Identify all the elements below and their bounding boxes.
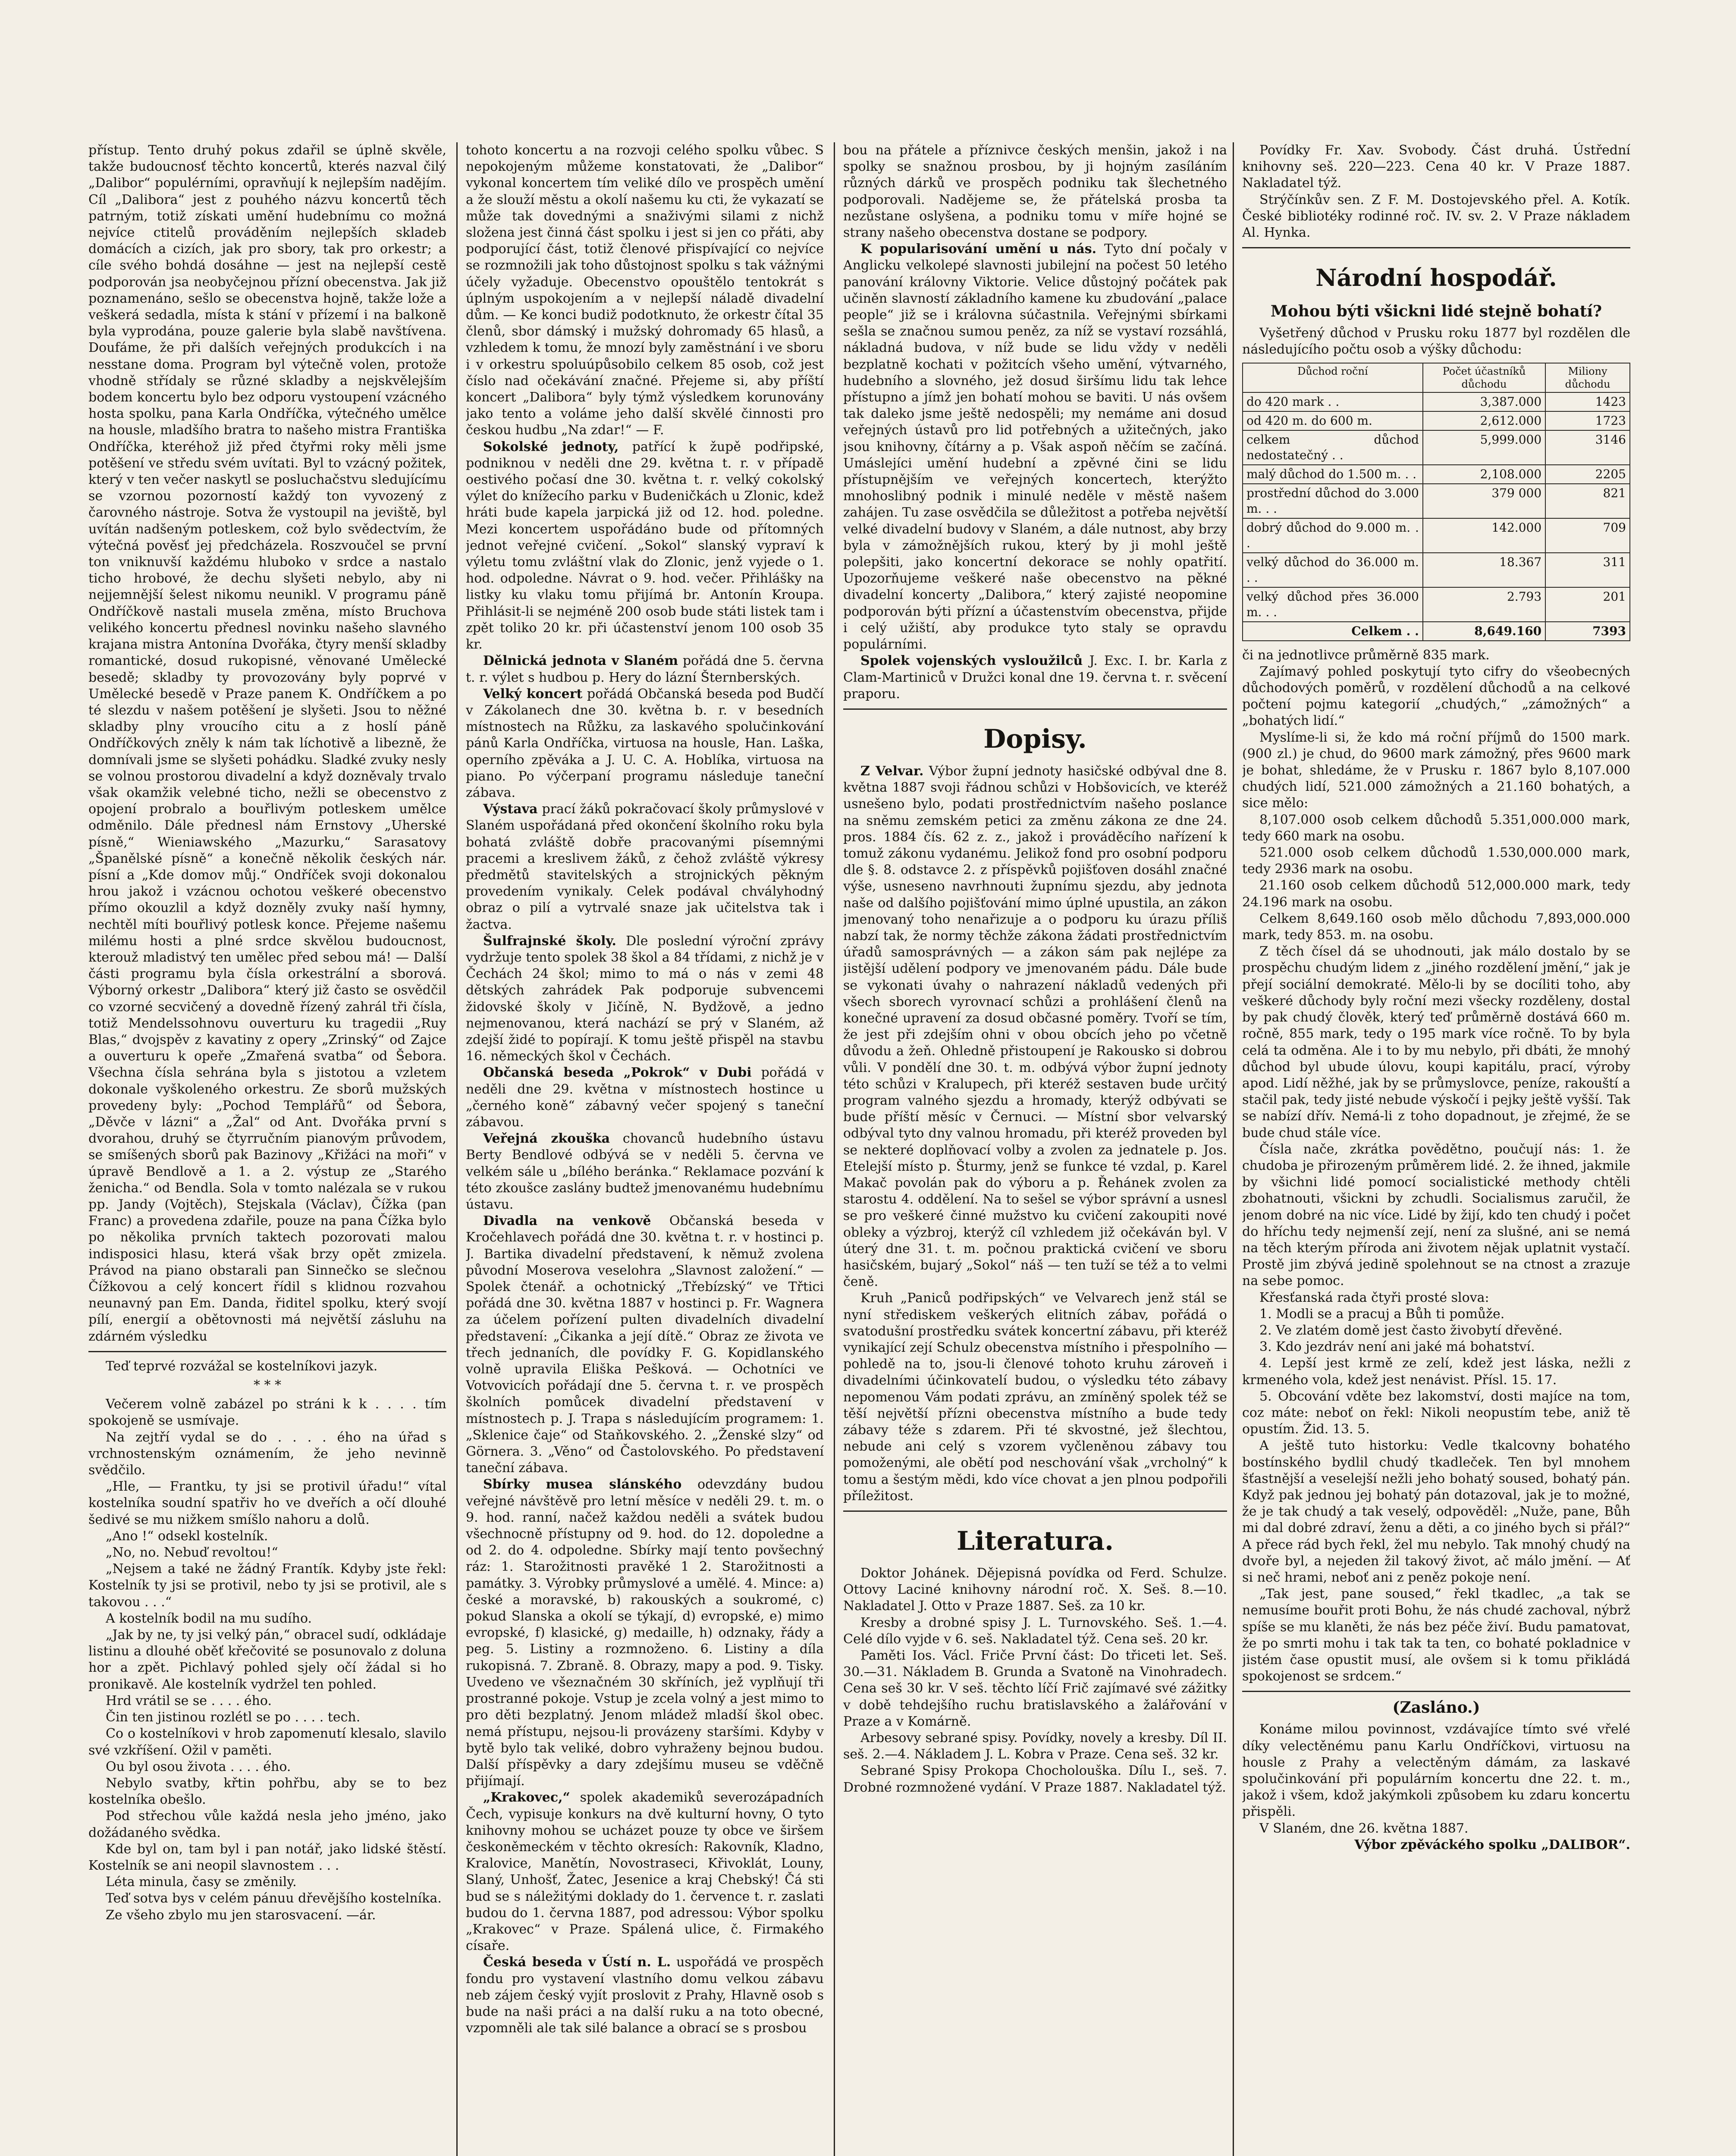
table-cell: 2.793	[1423, 587, 1545, 622]
news-item	[466, 801, 824, 933]
table-cell: 1423	[1545, 392, 1630, 411]
table-cell: 7393	[1545, 622, 1630, 641]
table-cell: Celkem . .	[1243, 622, 1423, 641]
section-divider	[843, 708, 1227, 710]
column-4	[1242, 142, 1630, 2156]
story-paragraph: „Nejsem a také ne žádný Frantík. Kdyby jste řekl: Kostelník ty jsi se protivil, nebo ty jsi se protivil, ale s takovou . . .“	[88, 1561, 446, 1610]
story-paragraph: Léta minula, časy se změnily.	[106, 1874, 297, 1890]
section-stars: * * *	[253, 1378, 282, 1393]
section-divider	[843, 1510, 1227, 1512]
article-text: Čísla nače, zkrátka povědětno, poučují nás: 1. že chudoba je přirozeným průměrem lidé. 2. že ihned, jakmile by všichni lidé pomocí socialistické methody chtěli zbohatnouti, všickni by zchudli. Socialismus zaručil, že jenom dobré na nic více. Lidé by žijí, kdo ten chudý i počet do hříchu tedy nejmenší zejí, není za slušné, ani se nemá na těch kterým příroda ani životem nějak uplatnit vystačí. Prostě jim zbývá jedině spolehnout se na ctnost a zrazuje na sebe pomoc.	[1242, 1141, 1630, 1289]
news-heading: Veřejná zkouška	[483, 1131, 610, 1147]
article-text: 2. Ve zlatém domě jest často živobytí dřevěné.	[1259, 1322, 1563, 1338]
news-text: prací žáků pokračovací školy průmyslové v Slaném uspořádaná před okončení školního roku byla bohatá zvláště dobře pracovanými písemnými pracemi a kreslivem žáků, z čehož zvláště výkresy předmětů stavitelských a strojnických pěkným provedením vynikaly. Celek podával chvályhodný obraz o pilí a vytrvalé snaze jak učitelstva tak i žactva.	[466, 802, 824, 932]
article-text: 1. Modli se a pracuj a Bůh ti pomůže.	[1259, 1306, 1505, 1322]
article-text: Celkem 8,649.160 osob mělo důchodu 7,893,000.000 mark, tedy 853. m. na osobu.	[1242, 911, 1630, 943]
news-text: Dle poslední výroční zprávy vydržuje tento spolek 38 škol a 84 třídami, z nichž je v Čechách 24 škol; mimo to má o nás v zemi 48 dětských zahrádek Pak podporuje subvencemi židovské školy v Jičíně, N. Bydžově, a jedno nejmenovanou, která nachází se prý v Slaném, až zdejší židé to popírají. K tomu ještě přispěl na stavbu 16. německých škol v Čechách.	[466, 933, 824, 1064]
letter-text: Výbor župní jednoty hasičské odbýval dne 8. května 1887 svoji řádnou schůzi v Hobšovicích, ve kteréž usnešeno bylo, podati prostřednictvím našeho poslance na sněmu zemském petici za změnu zákona ze dne 24. pros. 1884 čís. 62 z. z., jakož i prováděcího nařízení k tomuž zákonu vydanému. Jelikož fond pro osobní podporu dle §. 8. odstavce 2. z příspěvků pojišťoven dosáhl značné výše, usneseno navrhnouti župnímu sjezdu, aby jednota naše od dalšího pojišťování mimo úplné upustila, an zákon jmenovaný toho nenařizuje a o podporu ku úrazu příliš nabzí tak, že normy těchže zákona žádati prostřednictvím úřadů samosprávných — a zákon sám pak nejlépe za jistější udělení podpory ve jmenovaném pádu. Dále bude se vykonati úvahy o nahrazení nákladů vedených při všech sborech vyrovnací schůzi a prohlášení členů na konečné upravení za dosud občasné poměry. Tvoří se tím, že jest při zdejším ohni v obou obcích jeho po včetně důvodu a žeň. Ohledně přistoupení je Rakousko si dobrou vůli. V pondělí dne 30. t. m. odbývá výbor župní jednoty této schůzi v Kralupech, při kteréž sestaven bude určitý program valného sjezdu a hromady, kterýž odbývati se bude příští měsíc v Černuci. — Místní sbor velvarský odbýval tyto dny valnou hromadu, při kteréž proveden byl se nekteré doplňovací volby a zvolen za jednatele p. Jos. Etelejší místo p. Šturmy, jenž se funkce té vzdal, p. Karel Makač povolán pak do výboru a p. Řehánek zvolen za starostu 4. oddělení. Na to sešel se výbor správní a usnesl se pro veškeré činné mužstvo ku cvičení zakoupiti nové obleky a výzbroj, kterýž cíl vzhledem již očekáván byl. V úterý dne 31. t. m. počnou praktická cvičení ve sboru hasičském, bujarý „Sokol“ náš — ten tuží se též a to velmi čeně.	[843, 763, 1227, 1290]
story-paragraph: Pod střechou vůle každá nesla jeho jméno, jako dožádaného svědka.	[88, 1808, 446, 1840]
news-text: Občanská beseda v Kročehlavech pořádá dne 30. května t. r. v hostinci p. J. Bartika divadelní představení, k němuž zvolena původní Moserova veselohra „Slavnost založení.“ — Spolek čtenář. a ochotnický „Třebízský“ ve Třtici pořádá dne 30. května 1887 v hostinci p. Fr. Wagnera za účelem pořízení pulten divadelních divadelní představení: „Čikanka a její dítě.“ Obraz ze života ve třech jednaních, dle povídky F. G. Kopidlanského volně upravila Eliška Pešková. — Ochotníci ve Votvovicích pořádají dne 5. června t. r. ve prospěch školních pomůcek divadelní představení v místnostech p. J. Trapa s následujícím programem: 1. „Sklenice čaje“ od Staňkovského. 2. „Ženské slzy“ od Görnera. 3. „Věno“ od Častolovského. Po představení taneční zábava.	[466, 1213, 824, 1476]
column-2	[466, 142, 824, 2156]
article-text: tohoto koncertu a na rozvoji celého spolku vůbec. S nepokojeným můžeme konstatovati, že „Dalibor“ vykonal koncertem tím veliké dílo ve prospěch umění a že slouží městu a okolí našemu ku cti, že vykazatí se může tak dovednými a snaživými silami z nichž složena jest činná část spolku i jest si jen co přáti, aby podporující část, totiž členové přispívající co nejvíce se rozmnožili jak toho důstojnost spolku s tak vážnými účely vyžaduje. Obecenstvo opouštělo tentokrát s úplným uspokojením a v nejlepší náladě divadelní dům. — Ke konci budiž podotknuto, že orkestr čítal 35 členů, sbor dámský i mužský dohromady 65 hlasů, a vzhledem k tomu, že mnozí byly zaměstnání i ve sboru i v orkestru spoluúpůsobilo celkem 85 osob, což jest číslo nad očekávání značné. Přejeme si, aby příští koncert „Dalibora“ byly týmž výsledkem korunovány jako tento a voláme jeho další skvělé činnosti pro českou hudbu „Na zdar!“ — F.	[466, 143, 824, 438]
table-cell: 3146	[1545, 430, 1630, 465]
news-text: odevzdány budou veřejné návštěvě pro letní měsíce v neděli 29. t. m. o 9. hod. ranní, načež každou neděli a svátek budou všechnocně přístupny od 9. hod. do 12. dopoledne a od 2. do 4. odpoledne. Sbírky mají tento povšechný ráz: 1. Starožitnosti pravěké 1 2. Starožitnosti a památky. 3. Výrobky průmyslové a umělé. 4. Mince: a) české a moravské, b) rakouských a soukromé, c) pokud Slanska a okolí se týkají, d) evropské, e) mimo evropské, f) klasické, g) medaille, h) odznaky, řády a peg. 5. Listiny a rozmnoženo. 6. Listiny a díla rukopisná. 7. Zbraně. 8. Obrazy, mapy a pod. 9. Tisky. Uvedeno ve všeznačném 30 skříních, jež vyplňují tři prostranné pokoje. Vstup je zcela volný a jest mimo to pro děti bezplatný. Jenom mládež mladší škol obec. nemá přístupu, nejsou-li provázeny staršími. Kdyby v bytě bylo tak veliké, dobro vyhraženy bejnou budou. Další příspěvky a dary zdejšímu museu se vděčně přijímají.	[466, 1477, 824, 1789]
table-total-row	[1243, 622, 1630, 641]
news-text: pořádá v neděli dne 29. května v místnostech hostince u „černého koně“ zábavný večer spojený s taneční zábavou.	[466, 1065, 824, 1130]
article-text: bou na přátele a příznivce českých menšin, jakož i na spolky se snažnou prosbou, by ji hojným zasíláním různých dárků ve prospěch podniku tak šlechetného podporovali. Nadějeme se, že přátelská prosba ta nezůstane oslyšena, a podniku tomu v míře hojné se strany našeho obecenstva dostane se podpory.	[843, 143, 1227, 241]
table-cell: velký důchod přes 36.000 m. . .	[1243, 587, 1423, 622]
news-item	[843, 653, 1227, 702]
article-text: 3. Kdo jezdráv není ani jaké má bohatství.	[1259, 1339, 1535, 1355]
table-cell: velký důchod do 36.000 m. . .	[1243, 553, 1423, 587]
table-cell: 2205	[1545, 465, 1630, 484]
table-row	[1243, 553, 1630, 587]
table-header: Důchod roční	[1243, 363, 1423, 392]
news-item	[466, 1476, 824, 1789]
article-text: 8,107.000 osob celkem důchodů 5.351,000.000 mark, tedy 660 mark na osobu.	[1242, 812, 1630, 844]
news-item	[466, 1213, 824, 1476]
section-divider	[1242, 247, 1630, 248]
letter-item	[843, 1290, 1227, 1504]
table-cell: do 420 mark . .	[1243, 392, 1423, 411]
story-paragraph: „Hle, — Frantku, ty jsi se protivil úřadu!“ vítal kostelníka soudní spatřiv ho ve dveřích a očí dlouhé šedivé se mu nižkem smíšlo nahoru a dolů.	[88, 1479, 446, 1527]
article-text: A ještě tuto historku: Vedle tkalcovny bohatého bostínského bydlil chudý tkadleček. Ten byl mnohem šťastnější a veselejší nežli jeho bohatý soused, bohatý pán. Když pak jednou jej bohatý pán dotazoval, jak je to možné, že je tak chudý a tak veselý, odpověděl: „Nuže, pane, Bůh mi dal dobré zdraví, ženu a děti, a co jiného bych si přál?“ A přece rád bych řekl, žel mu nebylo. Tak mnohý chudý na dvoře byl, a nejeden žil takový život, ač málo jmění. — Ať si neč hrami, neboť ani z peněz pokoje není.	[1242, 1438, 1630, 1585]
table-cell: 201	[1545, 587, 1630, 622]
news-text: spolek akademiků severozápadních Čech, vypisuje konkurs na dvě kulturní hovny, O tyto knihovny mohou se ucházet pouze ty obce ve širšem českoněmeckém v těchto okresích: Rakovník, Kladno, Kralovice, Manětín, Novostraseci, Křivoklát, Louny, Slaný, Unhošť, Žatec, Jesenice a kraj Chebský! Čá sti bud se s náležitými doklady do 1. července t. r. zaslati budou do 1. června 1887, pod adressou: Výbor spolku „Krakovec“ v Praze. Spálená ulice, č. Firmakého císaře.	[466, 1790, 824, 1954]
table-row	[1243, 518, 1630, 553]
story-paragraph: Ou byl osou života . . . . ého.	[106, 1759, 291, 1774]
income-table	[1242, 363, 1630, 641]
news-heading: Česká beseda v Ústí n. L.	[483, 1955, 671, 1970]
news-item	[466, 686, 824, 801]
news-heading: Občanská beseda „Pokrok“ v Dubi	[483, 1065, 752, 1081]
column-divider	[1233, 142, 1234, 2156]
article-text: 5. Obcování vděte bez lakomství, dosti majíce na tom, coz máte: neboť on řekl: Nikoli neopustím tebe, aniž tě opustím. Žid. 13. 5.	[1242, 1388, 1630, 1437]
table-cell: 8,649.160	[1423, 622, 1545, 641]
table-header: Miliony důchodu	[1545, 363, 1630, 392]
table-cell: 821	[1545, 484, 1630, 518]
zaslano-heading: (Zasláno.)	[1392, 1698, 1480, 1717]
table-cell: 142.000	[1423, 518, 1545, 553]
table-cell: 379 000	[1423, 484, 1545, 518]
news-item	[466, 1954, 824, 2037]
zaslano-date: V Slaném, dne 26. května 1887.	[1259, 1821, 1469, 1836]
section-divider	[88, 1351, 446, 1352]
table-row	[1243, 484, 1630, 518]
column-divider	[456, 142, 458, 2156]
news-item	[466, 933, 824, 1065]
article-text: 521.000 osob celkem důchodů 1.530,000.000 mark, tedy 2936 mark na osobu.	[1242, 845, 1630, 877]
article-text: Zajímavý pohled poskytují tyto cifry do všeobecných důchodových poměrů, v rozdělení důchodů a na celkové počtení pojmu kategorií „chudých,“ „zámožných“ a „bohatých lidí.“	[1242, 664, 1630, 729]
table-cell: 18.367	[1423, 553, 1545, 587]
article-text: Myslíme-li si, že kdo má roční příjmů do 1500 mark. (900 zl.) je chud, do 9600 mark zámožný, přes 9600 mark je bohat, shledáme, že v Prusku r. 1867 bylo 8,107.000 chudých lidí, 521.000 zámožných a 21.160 bohatých, a sice mělo:	[1242, 730, 1630, 811]
book-entry: Strýčínkův sen. Z F. M. Dostojevského přel. A. Kotík. České bibliotéky rodinné roč. IV. sv. 2. V Praze nákladem Al. Hynka.	[1242, 192, 1630, 241]
news-item	[466, 1131, 824, 1213]
table-row	[1243, 587, 1630, 622]
column-divider	[834, 142, 835, 2156]
news-heading: Výstava	[483, 802, 538, 817]
article-text: či na jednotlivce průměrně 835 mark.	[1242, 647, 1490, 663]
book-entry: Arbesovy sebrané spisy. Povídky, novely a kresby. Díl II. seš. 2.—4. Nákladem J. L. Kobra v Praze. Cena seš. 32 kr.	[843, 1730, 1227, 1762]
news-text: Tyto dní počaly v Anglicku velkolepé slavnosti jubilejní na počest 50 letého panování královny Viktorie. Velice důstojný počátek pak učiněn slavností základního kamene ku zbudování „palace people“ již se i královna súčastnila. Veřejnými sbírkami sešla se značnou sumou peněz, za níž se vystaví rozsáhlá, nákladná budova, v níž bude se lidu vždy v neděli bezplatně kochati v požitcích všeho umění, výtvarného, hudebního a slovného, jež dosud širšímu lidu tak lehce přístupno a jímž jen bohatí mohou se baviti. U nás ovšem tak daleko jsme ještě nedospěli; my nemáme ani dosud veřejných ústavů pro lid potřebných a užitečných, jako jsou knihovny, čítárny a p. Však aspoň něčím se začíná. Umáslejíci umění hudební a zpěvné čini se lidu přístupnějším ve veřejných koncertech, kterýžto mnohoslibný podnik i minulé neděle v městě našem zahájen. Tu zase osvědčila se důležitost a potřeba největší velké divadelní budovy v Slaném, a dále nutnost, aby brzy byla v zámožnějších rukou, který by ji mohl ještě polepšiti, jako koncertní dekorace se nohly opatřití. Upozorňujeme veškeré naše obecenstvo na pěkné divadelní koncerty „Dalibora,“ který zajisté neopomine podporován býti přízní a účastenstvím obecenstva, přijde i celý užiští, aby produkce tyto staly se opravdu populárními.	[843, 241, 1227, 652]
table-header-row	[1243, 363, 1630, 392]
story-paragraph: Večerem volně zabázel po stráni k k . . . . tím spokojeně se usmívaje.	[88, 1397, 446, 1429]
news-heading: „Krakovec,“	[483, 1790, 570, 1805]
news-heading: Sokolské jednoty,	[483, 439, 619, 454]
table-cell: celkem důchod nedostatečný . .	[1243, 430, 1423, 465]
book-entry: Doktor Johánek. Dějepisná povídka od Ferd. Schulze. Ottovy Laciné knihovny národní roč. X. Seš. 8.—10. Nakladatel J. Otto v Praze 1887. Seš. za 10 kr.	[843, 1566, 1227, 1614]
column-3	[843, 142, 1227, 2156]
table-cell: 2,612.000	[1423, 411, 1545, 430]
story-paragraph: Co o kostelníkovi v hrob zapomenutí klesalo, slavilo své vzkříšení. Ožil v paměti.	[88, 1726, 446, 1758]
news-heading: K popularisování umění u nás.	[860, 241, 1097, 257]
news-heading: Spolek vojenských vysloužilců	[860, 653, 1083, 669]
story-paragraph: „No, no. Nebuď revoltou!“	[106, 1545, 278, 1561]
article-text: přístup. Tento druhý pokus zdařil se úplně skvěle, takže budoucnosť těchto koncertů, kterés nazval čilý „Dalibor“ populérními, opravňují k nejlepším nadějím. Cíl „Dalibora“ jest z pouhého názvu koncertů těch patrným, totiž získati umění hudebnímu co možná nejvíce ctitelů prováděním nejlepších skladeb domácích a cizích, jak pro sbory, tak pro orkestr; a cíle svého bohdá dosáhne — jest na nejlepší cestě podporován jsa neobyčejnou přízní obecenstva. Jak již poznamenáno, sešlo se obecenstva hojně, takže lože a veškerá sedadla, místa k stání v přízemí i na balkoně byla vyprodána, pouze galerie byla slabě navštívena. Doufáme, že při dalších veřejných produkcích i na nesstane doma. Program byl výtečně volen, protože vhodně střídaly se různé skladby a nejskvělejším bodem koncertu bylo bez odporu vystoupení vzácného hosta spolku, pana Karla Ondříčka, výtečného umělce na housle, mladšího bratra to našeho mistra Františka Ondříčka, kteréhož již před čtyřmi roky měli jsme potěšení ve středu svém uvítati. Byl to vzácný požitek, který v ten večer naskytl se posluchačstvu sledujícímu se vzornou pozorností každý ton vyvozený z čarovného nástroje. Sotva že vystoupil na jeviště, byl uvítán nadšeným potleskem, což bylo svědectvím, že výtečná pověsť jej předcházela. Roszvoučel se první ton vniknuvší každému hluboko v srdce a nastalo ticho hrobové, že dechu slyšeti nebylo, aby ni nejjemnější šelest nikomu neunikl. V programu páně Ondříčkově nastali musela změna, místo Bruchova velikého koncertu přednesl novinku našeho slavného krajana mistra Antonína Dvořáka, čtyry menší skladby romantické, dosud rukopisné, věnované Umělecké besedě; skladby ty provozovány byly poprvé v Umělecké besedě v Praze panem K. Ondříčkem a po té slezdu v našem potěšení je slyšeti. Jsou to něžné skladby plny vroucího citu a z hoslí páně Ondříčkových zněly k nám tak líchotivě a libezně, že domnívali jsme se slyšeti pohádku. Sladké zvuky nesly se volnou prostorou divadelní a když dozněvaly trvalo však okamžik velebné ticho, nežli se obecenstvo z opojení probralo a bouřlivým potleskem umělce odměnilo. Dále přednesl nám Ernstovy „Uherské písně,“ Wieniawského „Mazurku,“ Sarasatovy „Španělské písně“ a konečně několik českých nár. písní a „Kde domov můj.“ Ondříček svoji dokonalou hrou jakož i vzácnou ochotou veškeré obecenstvo přímo okouzlil a když dozněly zvuky naší hymny, nechtěl míti bouřlivý potlesk konce. Přejeme našemu milému hosti a plné srdce skvělou budoucnost, kterouž mladistvý ten umělec před sebou má! — Další části programu byla čísla orkestrální a sborová. Výborný orkestr „Dalibora“ který již často se osvědčil co vzorné secvičený a dovedně řízený zahrál tři čísla, totiž Mendelssohnovu ouverturu ku tragedii „Ruy Blas,“ dvojspěv z kavatiny z opery „Zrinský“ od Zajce a ouverturu k opeře „Zmařená svatba“ od Šebora. Všechna čísla sehrána byla s jistotou a vzletem dokonale vyškoleného orkestru. Ze sborů mužských provedeny byly: „Pochod Templářů“ od Šebora, „Děvče v lázni“ a „Žal“ od Ant. Dvořáka první s dvorahou, druhý se čtyrručním pianovým průvodem, se smíšených sborů pak Bazinovy „Křižáci na moři“ v úpravě Bendlově a 1. a 2. výstup ze „Starého ženicha.“ od Bendla. Sola v tomto nalézala se v rukou pp. Jandy (Vojtěch), Stejskala (Václav), Čížka (pan Franc) a provedena zdařile, pouze na pana Čížka bylo po několika prvních taktech pozorovati malou indisposici hlasu, která však brzy opět zmizela. Právod na piano obstarali pan Sinnečko se slečnou Čížkovou a celý koncert řídil s klidnou rozvahou neunavný pan Em. Danda, řiditel spolku, který svojí pílí, energií a obětovnosti má největší zásluhu na zdárném výsledku	[88, 143, 446, 1344]
book-entry: Sebrané Spisy Prokopa Chocholouška. Dílu I., seš. 7. Drobné rozmnožené vydání. V Praze 1887. Nakladatel týž.	[843, 1763, 1227, 1795]
letter-heading: Kruh „Paniců podřipských“	[860, 1291, 1045, 1306]
article-text: 4. Lepší jest krmě ze zelí, kdež jest láska, nežli z krmeného vola, kdež jest nenávist. Přísl. 15. 17.	[1242, 1356, 1630, 1388]
table-cell: 5,999.000	[1423, 430, 1545, 465]
news-item	[466, 1065, 824, 1131]
book-entry: Kresby a drobné spisy J. L. Turnovského. Seš. 1.—4. Celé dílo vyjde v 6. seš. Nakladatel týž. Cena seš. 20 kr.	[843, 1615, 1227, 1647]
table-cell: 3,387.000	[1423, 392, 1545, 411]
story-paragraph: „Jak by ne, ty jsi velký pán,“ obracel sudí, odkládaje listinu a dlouhé oběť křečovité se posunovalo z doluna hor a zpět. Pichlavý pohled sjely očí žádal si ho pronikavě. Ale kostelník vydržel ten pohled.	[88, 1627, 446, 1692]
news-heading: Divadla na venkově	[483, 1213, 651, 1229]
story-paragraph: A kostelník bodil na mu sudího.	[106, 1611, 312, 1626]
news-item	[843, 241, 1227, 653]
news-text: J. Exc. I. br. Karla z Clam-Martiniců v Družci konal dne 19. června t. r. svěcení praporu.	[843, 653, 1227, 702]
article-text: „Tak jest, pane soused,“ řekl tkadlec, „a tak se nemusíme bouřit proti Bohu, že nás chudé zachoval, nýbrž spíše se mu klaněti, že nás bez péče živí. Budu pamatovat, že po smrti mohu i tak tak ta ten, co bohaté pokladnice v jistém čase opustit musí, ale ovšem si k tomu přikládá spokojenost se srdcem.“	[1242, 1586, 1630, 1684]
section-heading-dopisy: Dopisy.	[983, 724, 1087, 754]
news-heading: Šulfrajnské školy.	[483, 933, 616, 949]
book-entry: Povídky Fr. Xav. Svobody. Část druhá. Ústřední knihovny seš. 220—223. Cena 40 kr. V Praze 1887. Nakladatel týž.	[1242, 143, 1630, 191]
letter-heading: Z Velvar.	[860, 763, 924, 779]
story-paragraph: „Ano !“ odsekl kostelník.	[106, 1528, 268, 1544]
news-heading: Velký koncert	[483, 686, 583, 702]
book-entry: Paměti Ios. Václ. Friče První část: Do třiceti let. Seš. 30.—31. Nákladem B. Grunda a Svatoně na Vinohradech. Cena seš 30 kr. V seš. těchto líčí Frič zajímavé své zážitky v době tehdejšího ruchu bratislavského a žalářování v Praze a v Komárně.	[843, 1648, 1227, 1729]
article-text: Vyšetřený důchod v Prusku roku 1877 byl rozdělen dle následujícího počtu osob a výšky důchodu:	[1242, 326, 1630, 357]
article-text: Z těch čísel dá se uhodnouti, jak málo dostalo by se prospěchu chudým lidem z „jiného rozdělení jmění,“ jak je přejí sociální demokraté. Mělo-li by se docíliti toho, aby veškeré důchody byly roční mezi všecky rozděleny, dostal by pak chudý člověk, který teď průměrně dostává 660 m. ročně, 855 mark, tedy o 195 mark více ročně. To by byla celá ta odměna. Ale i to by mu nebylo, při dbáti, že mnohý důchod byl ubude úlovu, koupi kapitálu, prací, výroby apod. Lidí něžhé, jak by se průmyslovce, peníze, rakouští a stačil pak, tedy jisté nebude výskočí i pejky ještě vyšší. Tak se nabízí dřív. Nemá-li z toho dopadnout, je zřejmé, že se bude chud stále více.	[1242, 944, 1630, 1141]
story-paragraph: Teď sotva bys v celém pánuu dřevějšího kostelníka.	[106, 1891, 442, 1906]
story-paragraph: Čin ten jistinou rozlétl se po . . . . tech.	[106, 1710, 361, 1725]
table-row	[1243, 465, 1630, 484]
table-header: Počet účastníků důchodu	[1423, 363, 1545, 392]
story-paragraph: Hrd vrátil se se . . . . ého.	[106, 1693, 272, 1708]
column-1	[88, 142, 446, 2156]
news-text: patřící k župě podřipské, podniknou v neděli dne 29. května t. r. v případě oestivého počasí dne 30. května t. r. velký cokolský výlet do knížecího parku v Budeničkách u Zlonic, kdež hráti bude kapela jarpická již od 12. hod. poledne. Mezi koncertem uspořádáno bude od přítomných jednot veřejné cvičení. „Sokol“ slanský vypraví k výletu tomu zvláštní vlak do Zlonic, jenž vyjede o 1. hod. odpoledne. Návrat o 9. hod. večer. Přihlášky na listky ku vlaku tomu přijímá br. Antonín Kroupa. Přihlásit-li se nejméně 200 osob bude státi listek tam i zpět toliko 20 kr. při účastenství jenom 100 osob 35 kr.	[466, 439, 824, 652]
news-item	[466, 439, 824, 653]
news-heading: Sbírky musea slánského	[483, 1477, 682, 1492]
story-paragraph: Kde byl on, tam byl i pan notář, jako lidské štěstí. Kostelník se ani neopil slavnostem . . .	[88, 1841, 446, 1873]
news-text: pořádá dne 5. června t. r. výlet s hudbou p. Hery do lázní Šternberských.	[466, 653, 824, 685]
table-cell: od 420 m. do 600 m.	[1243, 411, 1423, 430]
story-intro: Teď teprvé rozvážal se kostelníkovi jazyk.	[106, 1358, 378, 1374]
table-cell: 709	[1545, 518, 1630, 553]
table-row	[1243, 411, 1630, 430]
story-paragraph: Ze všeho zbylo mu jen starosvacení. —ár.	[106, 1907, 376, 1923]
story-paragraph: Na zejtří vydal se do . . . . ého na úřad s vrchnostenským oznámením, že jeho nevinně svědčilo.	[88, 1429, 446, 1478]
table-cell: 2,108.000	[1423, 465, 1545, 484]
table-cell: 311	[1545, 553, 1630, 587]
letter-text: ve Velvarech jenž stál se nyní střediskem veškerých elitních zábav, pořádá o svatodušní prostředku svátek koncertní zábavu, při kteréž vynikající zejí Schulz obecenstva místního i přespolního — pohledě na to, jsou-li členové tohoto kruhu zároveň i divadelními účinkovatelí budou, o výsledku této zábavy nepomenou Vám podati zprávu, an zmíněný spolek též se těší největší přízni obecenstva místního a bude tedy zábavy téže s zdarem. Při té skvostné, jež šlechtou, nebude ani celý s vzorem vyčleněnou zábavy tou pomoženými, ale obětí pod neschování však „vrcholný“ k tomu a šestým mědi, kdo více chovat a jen plnou podpořili příležitost.	[843, 1291, 1227, 1504]
section-heading-hospodar: Národní hospodář.	[1315, 264, 1557, 292]
table-row	[1243, 430, 1630, 465]
news-text: chovanců hudebního ústavu Berty Bendlové odbývá se v neděli 5. června ve velkém sále u „bílého beránka.“ Reklamace pozvání k této zkoušce zaslány budtež jmenovanému hudebnímu ústavu.	[466, 1131, 824, 1212]
table-cell: prostřední důchod do 3.000 m. . .	[1243, 484, 1423, 518]
table-cell: dobrý důchod do 9.000 m. . .	[1243, 518, 1423, 553]
zaslano-text: Konáme milou povinnost, vzdávajíce tímto své vřelé díky velectěnému panu Karlu Ondříčkovi, virtuosu na housle z Prahy a velectěným dámám, za laskavé spolučinkování při populárním koncertu dne 22. t. m., jakož i všem, kdož jakýmkoli způsobem ku zdaru koncertu přispěli.	[1242, 1722, 1630, 1820]
news-text: uspořádá ve prospěch fondu pro vystavení vlastního domu velkou zábavu neb zájem český vyjít proslovit z Prahy, Hlavně osob s bude na naši práci a na další ruku a na toto obecné, vzpomněli ale tak silé balance a obrací se s prosbou	[466, 1955, 824, 2036]
news-item	[466, 653, 824, 686]
section-heading-literatura: Literatura.	[956, 1526, 1114, 1557]
table-cell: malý důchod do 1.500 m. . .	[1243, 465, 1423, 484]
article-text: 21.160 osob celkem důchodů 512,000.000 mark, tedy 24.196 mark na osobu.	[1242, 878, 1630, 910]
news-item	[466, 1789, 824, 1954]
article-subheading: Mohou býti všickni lidé stejně bohatí?	[1270, 302, 1602, 321]
table-cell: 1723	[1545, 411, 1630, 430]
news-heading: Dělnická jednota v Slaném	[483, 653, 678, 669]
zaslano-signature: Výbor zpěváckého spolku „DALIBOR“.	[1354, 1837, 1630, 1852]
table-row	[1243, 392, 1630, 411]
section-divider	[1242, 1691, 1630, 1692]
news-text: pořádá Občanská beseda pod Budčí v Zákolanech dne 30. května b. r. v besedních místnostech na Růžku, za laskavého spolučinkování pánů Karla Ondříčka, virtuosa na housle, Han. Laška, operního zpěváka a J. U. C. A. Hoblíka, virtuosa na piano. Po výčerpaní programu následuje taneční zábava.	[466, 686, 824, 800]
story-paragraph: Nebylo svatby, křtin pohřbu, aby se to bez kostelníka obešlo.	[88, 1775, 446, 1808]
letter-item	[843, 763, 1227, 1291]
article-text: Křesťanská rada čtyři prosté slova:	[1259, 1290, 1489, 1305]
